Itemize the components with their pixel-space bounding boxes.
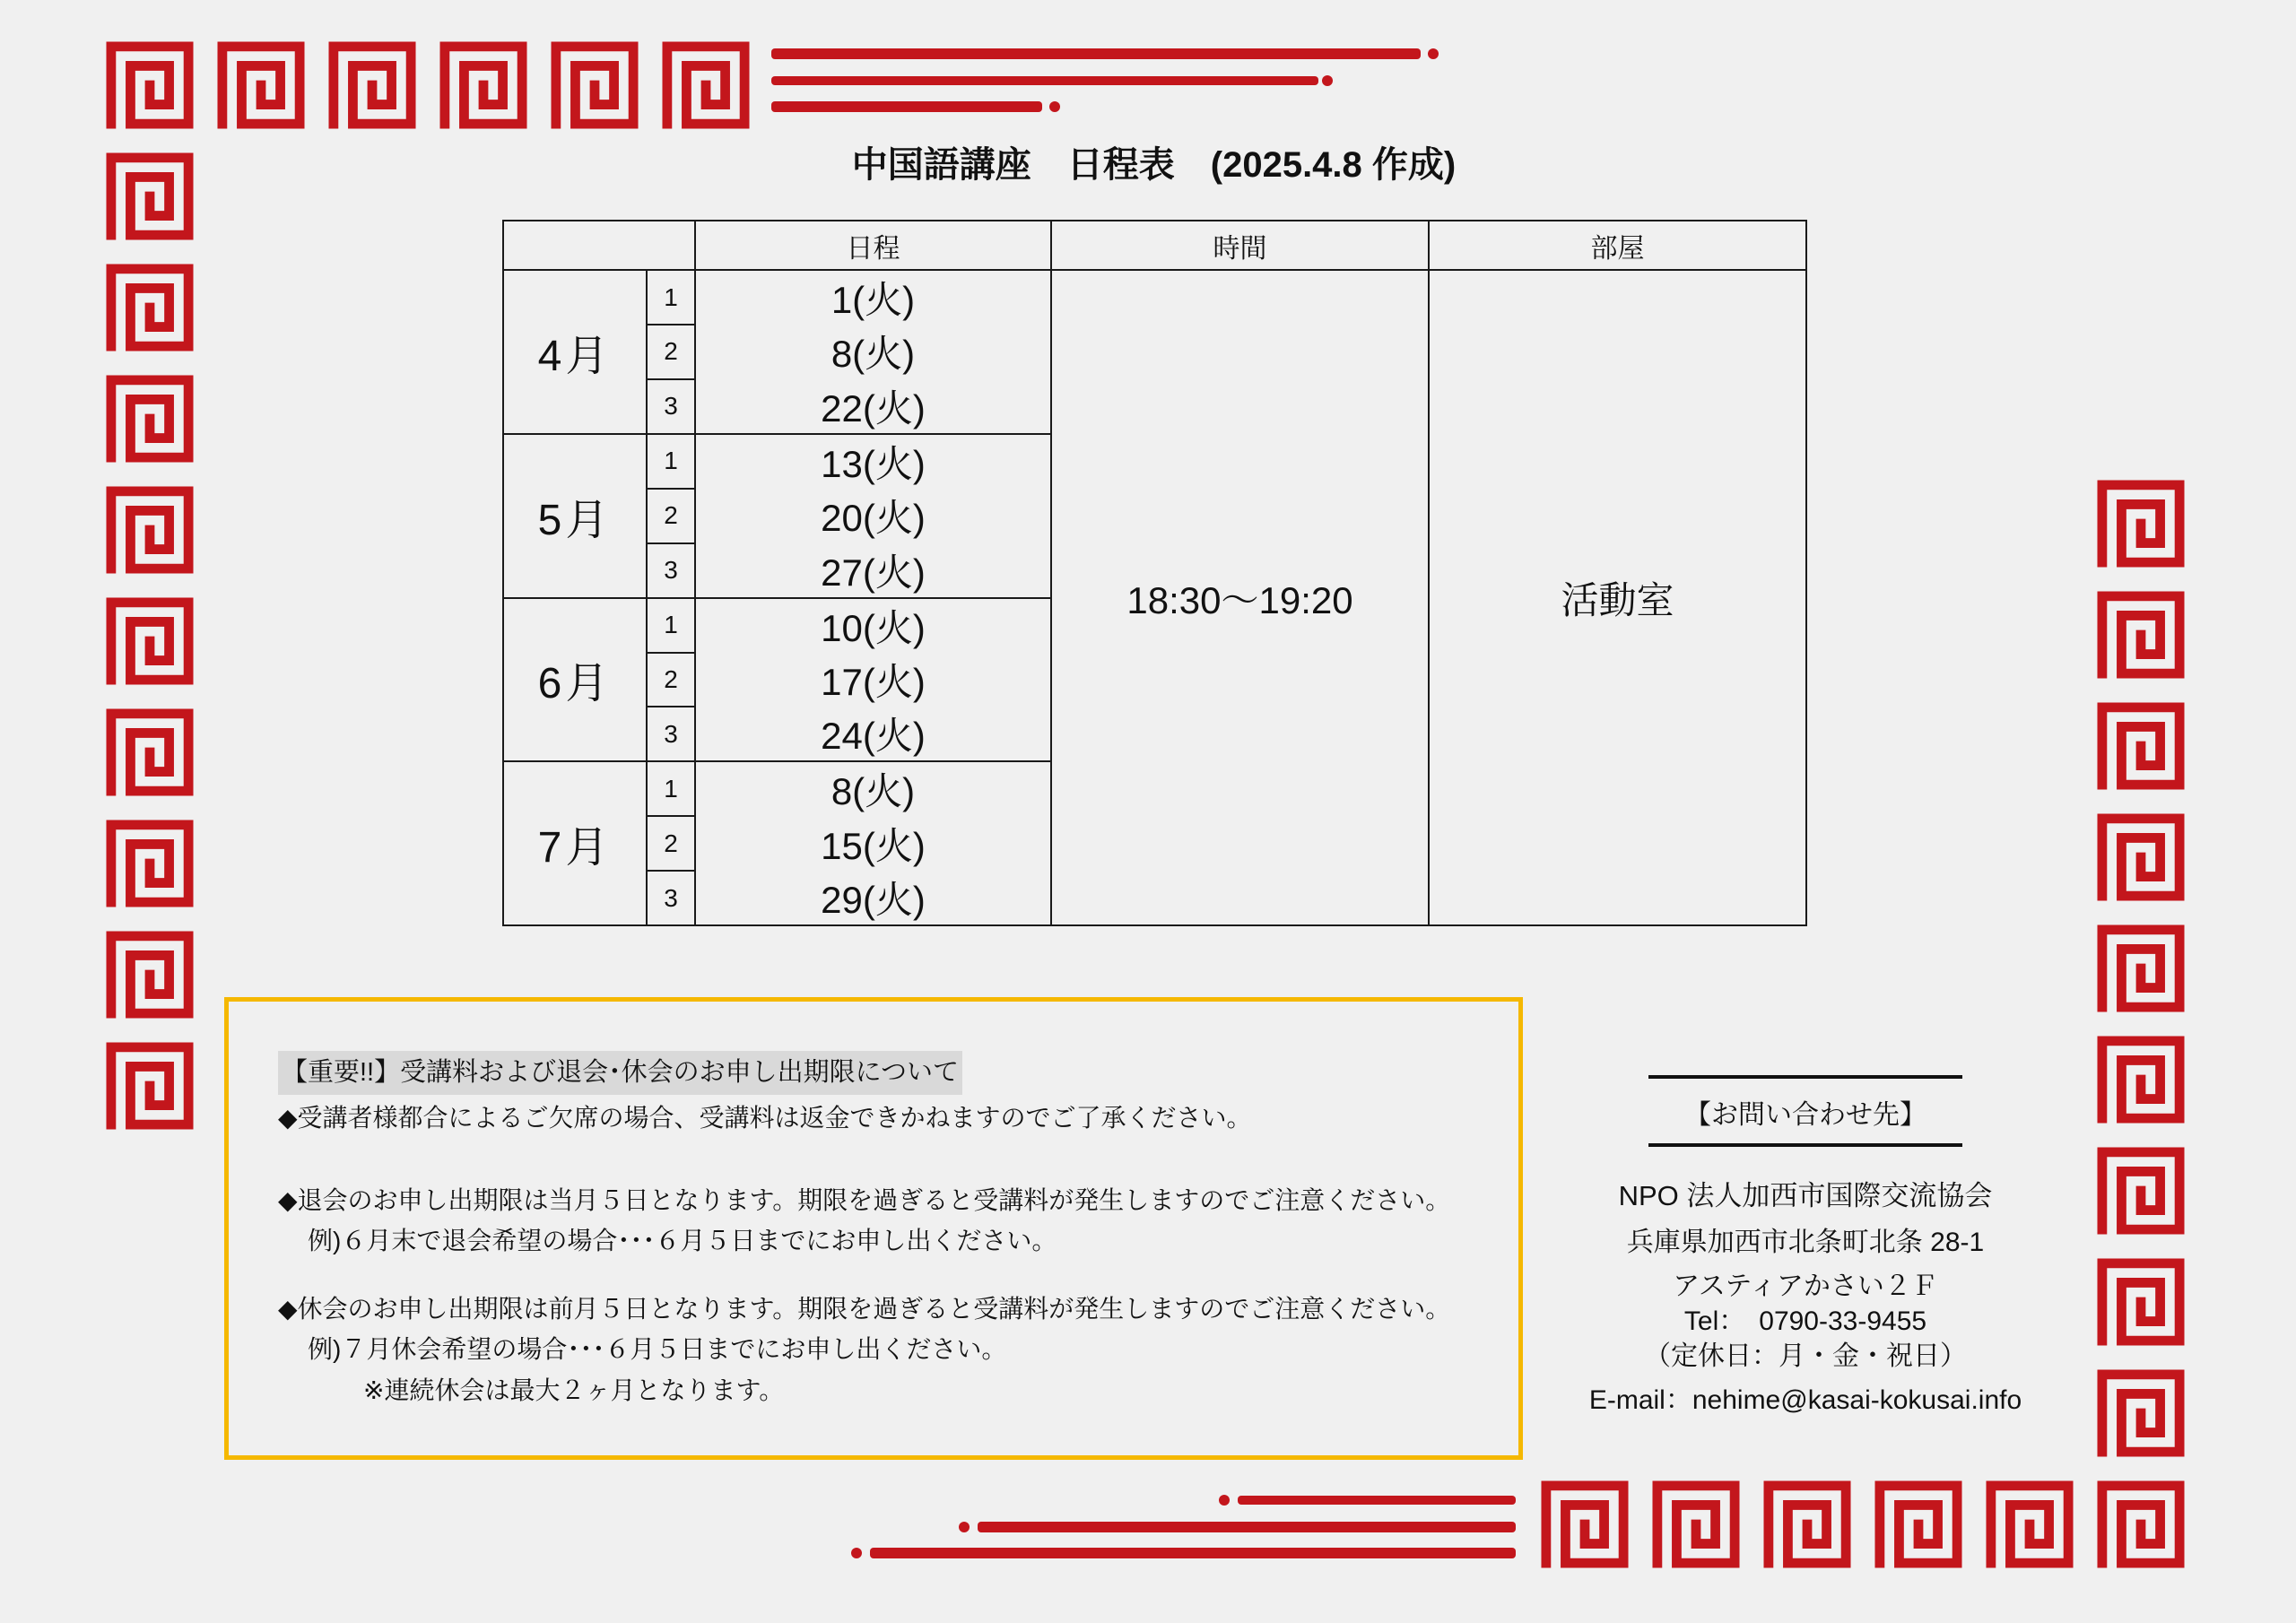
session-number: 1 bbox=[647, 761, 695, 816]
session-date: 13(火) bbox=[695, 434, 1051, 489]
header-date: 日程 bbox=[695, 221, 1051, 270]
session-number: 2 bbox=[647, 653, 695, 707]
accent-dot bbox=[1428, 48, 1439, 59]
session-date: 15(火) bbox=[695, 816, 1051, 871]
accent-line bbox=[978, 1522, 1516, 1532]
schedule-table bbox=[502, 220, 1807, 926]
greek-key-tile bbox=[111, 158, 188, 235]
month-cell: 7月 bbox=[503, 761, 647, 925]
notice-withdrawal-text: ◆退会のお申し出期限は当月５日となります。期限を過ぎると受講料が発生しますのでご注意ください。 bbox=[278, 1186, 1451, 1214]
table-row bbox=[503, 270, 1806, 325]
session-date: 24(火) bbox=[695, 707, 1051, 761]
contact-organization: NPO 法人加西市国際交流協会 bbox=[1618, 1180, 1993, 1211]
accent-dot bbox=[851, 1548, 862, 1558]
contact-address: 兵庫県加西市北条町北条 28-1 bbox=[1626, 1228, 1985, 1257]
notice-absence-text: ◆受講者様都合によるご欠席の場合、受講料は返金できかねますのでご了承ください。 bbox=[278, 1104, 1252, 1132]
greek-key-tile bbox=[2102, 1375, 2179, 1452]
accent-line bbox=[771, 48, 1421, 59]
header-time: 時間 bbox=[1051, 221, 1429, 270]
greek-key-tile bbox=[111, 825, 188, 902]
session-date: 22(火) bbox=[695, 379, 1051, 434]
greek-key-tile bbox=[111, 491, 188, 568]
greek-key-tile bbox=[1546, 1486, 1623, 1563]
contact-heading: 【お問い合わせ先】 bbox=[1684, 1100, 1926, 1130]
month-cell: 5月 bbox=[503, 434, 647, 598]
session-date: 29(火) bbox=[695, 871, 1051, 925]
notice-leave-example: 例)７月休会希望の場合･･･６月５日までにお申し出ください。 bbox=[308, 1335, 1007, 1363]
session-date: 17(火) bbox=[695, 653, 1051, 707]
accent-line bbox=[1238, 1496, 1516, 1505]
session-number: 3 bbox=[647, 543, 695, 598]
notice-leave-note: ※連続休会は最大２ヶ月となります。 bbox=[363, 1376, 785, 1404]
notice-withdrawal-example: 例)６月末で退会希望の場合･･･６月５日までにお申し出ください。 bbox=[308, 1227, 1057, 1254]
session-date: 20(火) bbox=[695, 489, 1051, 543]
greek-key-tile bbox=[2102, 1263, 2179, 1341]
notice-heading: 【重要!!】受講料および退会･休会のお申し出期限について bbox=[278, 1051, 962, 1095]
greek-key-tile bbox=[2102, 707, 2179, 785]
greek-key-tile bbox=[111, 603, 188, 680]
table-header-row bbox=[503, 221, 1806, 270]
bottom-accent-lines bbox=[851, 1495, 1516, 1558]
accent-dot bbox=[1322, 75, 1333, 86]
greek-key-tile bbox=[111, 47, 188, 124]
greek-key-tile bbox=[2102, 819, 2179, 896]
greek-key-tile bbox=[2102, 596, 2179, 673]
session-number: 2 bbox=[647, 816, 695, 871]
greek-key-tile bbox=[445, 47, 522, 124]
session-number: 1 bbox=[647, 598, 695, 653]
greek-key-tile bbox=[111, 714, 188, 791]
divider bbox=[1648, 1075, 1962, 1079]
time-cell: 18:30〜19:20 bbox=[1051, 270, 1429, 925]
session-date: 27(火) bbox=[695, 543, 1051, 598]
contact-info bbox=[1541, 1058, 2070, 1435]
contact-building: アスティアかさい２Ｆ bbox=[1673, 1271, 1938, 1301]
accent-dot bbox=[959, 1522, 970, 1532]
session-number: 3 bbox=[647, 871, 695, 925]
page-title: 中国語講座 日程表 (2025.4.8 作成) bbox=[851, 145, 1457, 185]
greek-key-tile bbox=[111, 269, 188, 346]
room-cell: 活動室 bbox=[1429, 270, 1806, 925]
greek-key-tile bbox=[2102, 930, 2179, 1007]
session-date: 10(火) bbox=[695, 598, 1051, 653]
important-notice-box bbox=[224, 997, 1523, 1460]
greek-key-tile bbox=[556, 47, 633, 124]
divider bbox=[1648, 1143, 1962, 1147]
greek-key-tile bbox=[111, 1047, 188, 1124]
greek-key-tile bbox=[111, 936, 188, 1013]
greek-key-tile bbox=[222, 47, 300, 124]
greek-key-tile bbox=[2102, 1041, 2179, 1118]
greek-key-tile bbox=[1880, 1486, 1957, 1563]
greek-key-tile bbox=[2102, 1152, 2179, 1229]
accent-dot bbox=[1219, 1495, 1230, 1506]
header-room: 部屋 bbox=[1429, 221, 1806, 270]
session-date: 8(火) bbox=[695, 761, 1051, 816]
session-number: 1 bbox=[647, 270, 695, 325]
session-number: 1 bbox=[647, 434, 695, 489]
contact-email[interactable]: E-mail：nehime@kasai-kokusai.info bbox=[1588, 1385, 2022, 1415]
accent-line bbox=[771, 101, 1042, 112]
greek-key-tile bbox=[2102, 485, 2179, 562]
accent-line bbox=[870, 1548, 1516, 1558]
session-date: 1(火) bbox=[695, 270, 1051, 325]
header-blank-cell bbox=[503, 221, 695, 270]
session-number: 2 bbox=[647, 325, 695, 379]
greek-key-tile bbox=[2102, 1486, 2179, 1563]
session-number: 2 bbox=[647, 489, 695, 543]
contact-phone: Tel： 0790-33-9455 bbox=[1683, 1306, 1927, 1336]
session-number: 3 bbox=[647, 707, 695, 761]
top-accent-lines bbox=[771, 48, 1439, 112]
session-date: 8(火) bbox=[695, 325, 1051, 379]
notice-leave-text: ◆休会のお申し出期限は前月５日となります。期限を過ぎると受講料が発生しますのでご注意ください。 bbox=[278, 1295, 1451, 1323]
month-cell: 6月 bbox=[503, 598, 647, 762]
greek-key-tile bbox=[111, 380, 188, 457]
greek-key-tile bbox=[1657, 1486, 1735, 1563]
greek-key-tile bbox=[1769, 1486, 1846, 1563]
session-number: 3 bbox=[647, 379, 695, 434]
accent-line bbox=[771, 76, 1318, 85]
month-cell: 4月 bbox=[503, 270, 647, 434]
greek-key-tile bbox=[1991, 1486, 2068, 1563]
greek-key-tile bbox=[667, 47, 744, 124]
accent-dot bbox=[1049, 101, 1060, 112]
greek-key-tile bbox=[334, 47, 411, 124]
contact-closed-days: （定休日：月・金・祝日） bbox=[1644, 1341, 1967, 1371]
